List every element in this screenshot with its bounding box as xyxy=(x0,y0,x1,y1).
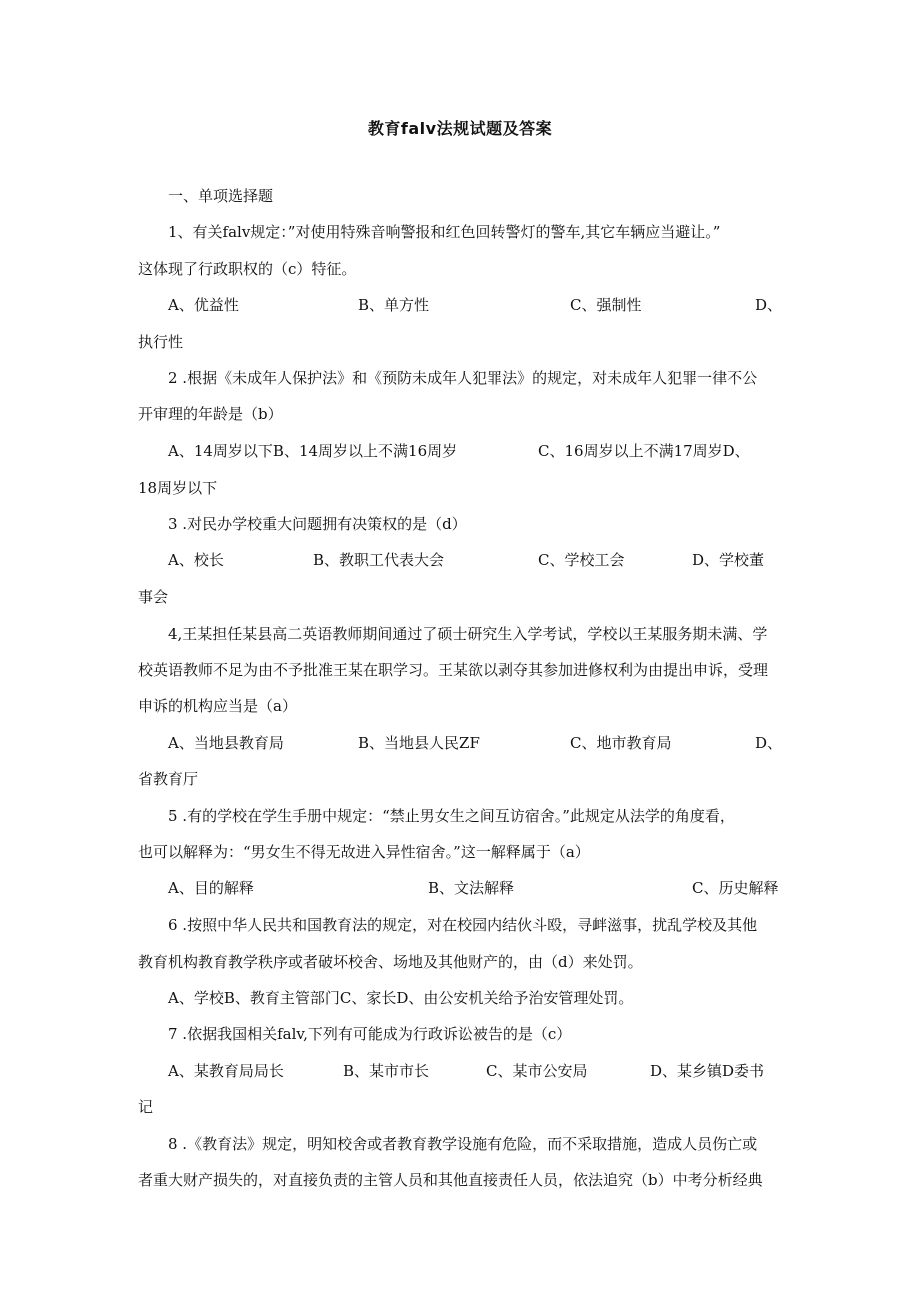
question-4-text-line3: 申诉的机构应当是（a） xyxy=(138,697,297,715)
question-1-option-d: D、 xyxy=(755,296,783,314)
question-8-text-line1: 8 .《教育法》规定，明知校舍或者教育教学设施有危险，而不采取措施，造成人员伤亡或 xyxy=(168,1135,758,1153)
question-5-text-line1: 5 .有的学校在学生手册中规定：“禁止男女生之间互访宿舍。”此规定从法学的角度看， xyxy=(168,807,735,825)
question-3-option-a: A、校长 xyxy=(168,551,224,569)
question-5-option-c: C、历史解释 xyxy=(692,879,779,897)
question-7-option-d: D、某乡镇D委书 xyxy=(650,1062,765,1080)
question-1-option-b: B、单方性 xyxy=(358,296,430,314)
question-4-text-line2: 校英语教师不足为由不予批准王某在职学习。王某欲以剥夺其参加进修权利为由提出申诉，受理 xyxy=(138,661,769,679)
question-1-option-d-cont: 执行性 xyxy=(138,333,184,351)
question-2-options-cd: C、16周岁以上不满17周岁D、 xyxy=(538,442,750,460)
question-4-option-b: B、当地县人民ZF xyxy=(358,734,480,752)
question-4-option-d: D、 xyxy=(755,734,783,752)
question-2-text-line2: 开审理的年龄是（b） xyxy=(138,405,283,423)
question-2-option-d-cont: 18周岁以下 xyxy=(138,479,218,497)
question-3-option-c: C、学校工会 xyxy=(538,551,625,569)
question-5-option-b: B、文法解释 xyxy=(428,879,515,897)
question-4-option-a: A、当地县教育局 xyxy=(168,734,284,752)
question-8-text-line2: 者重大财产损失的，对直接负责的主管人员和其他直接责任人员，依法追究（b）中考分析经典 xyxy=(138,1171,763,1189)
question-7-text-line1: 7 .依据我国相关falv,下列有可能成为行政诉讼被告的是（c） xyxy=(168,1025,572,1043)
question-4-option-d-cont: 省教育厅 xyxy=(138,770,199,788)
question-3-option-d-cont: 事会 xyxy=(138,588,169,606)
question-1-option-c: C、强制性 xyxy=(570,296,642,314)
question-2-options-ab: A、14周岁以下B、14周岁以上不满16周岁 xyxy=(168,442,458,460)
page-title: 教育falv法规试题及答案 xyxy=(367,119,553,138)
question-4-text-line1: 4,王某担任某县高二英语教师期间通过了硕士研究生入学考试，学校以王某服务期未满、学 xyxy=(168,625,768,643)
question-5-option-a: A、目的解释 xyxy=(168,879,254,897)
question-7-option-b: B、某市市长 xyxy=(343,1062,430,1080)
question-6-text-line2: 教育机构教育教学秩序或者破坏校舍、场地及其他财产的，由（d）来处罚。 xyxy=(138,953,643,971)
question-5-text-line2: 也可以解释为：“男女生不得无故进入异性宿舍。”这一解释属于（a） xyxy=(138,843,590,861)
question-1-option-a: A、优益性 xyxy=(168,296,239,314)
question-7-option-a: A、某教育局局长 xyxy=(168,1062,284,1080)
question-6-options: A、学校B、教育主管部门C、家长D、由公安机关给予治安管理处罚。 xyxy=(168,989,634,1007)
question-3-option-b: B、教职工代表大会 xyxy=(313,551,445,569)
question-7-option-c: C、某市公安局 xyxy=(486,1062,588,1080)
question-7-option-d-cont: 记 xyxy=(138,1098,154,1116)
question-2-text-line1: 2 .根据《未成年人保护法》和《预防未成年人犯罪法》的规定，对未成年人犯罪一律不公 xyxy=(168,369,758,387)
question-1-text-line1: 1、有关falv规定：”对使用特殊音响警报和红色回转警灯的警车,其它车辆应当避让。” xyxy=(168,223,721,241)
question-6-text-line1: 6 .按照中华人民共和国教育法的规定，对在校园内结伙斗殴，寻衅滋事，扰乱学校及其他 xyxy=(168,916,758,934)
question-3-text-line1: 3 .对民办学校重大问题拥有决策权的是（d） xyxy=(168,515,467,533)
question-3-option-d: D、学校董 xyxy=(692,551,765,569)
question-4-option-c: C、地市教育局 xyxy=(570,734,672,752)
question-1-text-line2: 这体现了行政职权的（c）特征。 xyxy=(138,260,357,278)
section-heading: 一、单项选择题 xyxy=(168,187,274,205)
